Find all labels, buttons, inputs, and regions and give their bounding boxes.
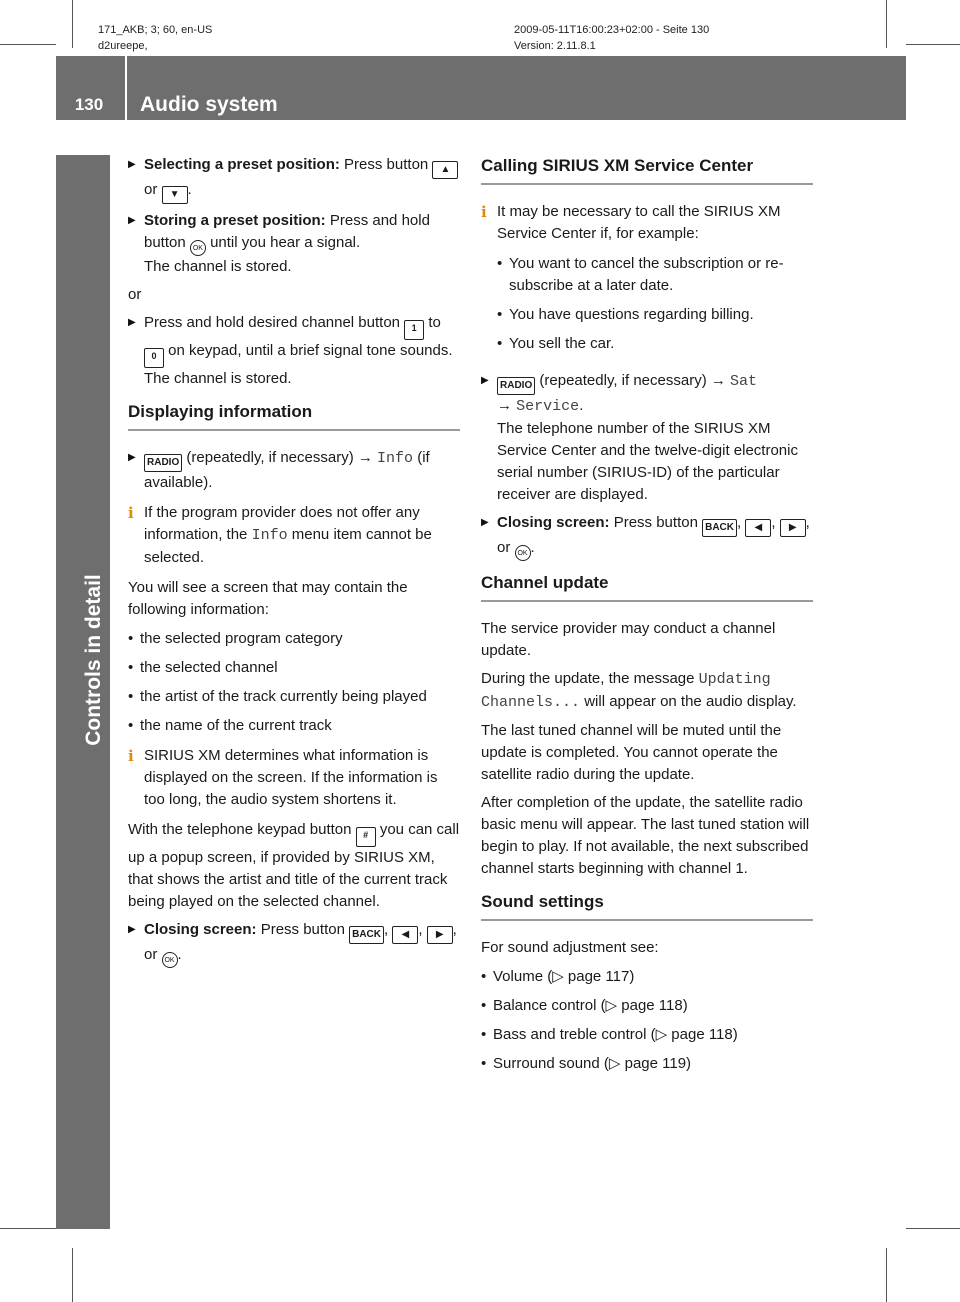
list-item: • Balance control (▷ page 118) (481, 995, 813, 1017)
list-item: • Volume (▷ page 117) (481, 966, 813, 988)
step-text: until you hear a signal. (210, 234, 361, 251)
crop-mark (886, 1248, 887, 1302)
down-button-icon: ▼ (162, 186, 188, 204)
arrow-icon: → (710, 372, 726, 389)
radio-button-icon: RADIO (144, 454, 182, 472)
step-store-preset (128, 210, 460, 278)
page-title: Audio system (140, 93, 278, 116)
list-item: • the selected channel (128, 657, 460, 679)
page-number: 130 (74, 95, 104, 114)
meta-line: 2009-05-11T16:00:23+02:00 - Seite 130 (514, 24, 710, 36)
menu-item: Info (377, 450, 414, 467)
step-info-menu (128, 447, 460, 494)
step-text: . (530, 539, 535, 556)
print-metadata-left (98, 22, 212, 54)
step-text: , (736, 514, 742, 531)
step-close-screen (128, 919, 460, 968)
left-column (128, 154, 460, 974)
step-service-menu (481, 370, 813, 506)
step-label: Closing screen: (497, 514, 610, 531)
step-text: on keypad, until a brief signal tone sounds. (168, 342, 453, 359)
left-button-icon: ◀ (392, 926, 418, 944)
display-message: Updating Channels... (481, 671, 771, 711)
step-close-screen (481, 512, 813, 561)
ok-button-icon: OK (162, 952, 178, 968)
list-item: • Surround sound (▷ page 119) (481, 1053, 813, 1075)
back-button-icon: BACK (349, 926, 384, 944)
step-text: (repeatedly, if necessary) (539, 372, 707, 389)
paragraph: You will see a screen that may contain the following information: (128, 579, 408, 618)
right-column (481, 154, 813, 1082)
step-text: , (771, 514, 776, 531)
step-label: Storing a preset position: (144, 212, 326, 229)
side-tab-text: Controls in detail (82, 574, 105, 746)
paragraph (128, 819, 460, 913)
keypad-1-icon: 1 (404, 320, 424, 340)
crop-mark (72, 0, 73, 48)
step-text: Press and hold button (144, 212, 430, 251)
step-text: Press button (613, 514, 698, 531)
up-button-icon: ▲ (432, 161, 458, 179)
meta-line: 171_AKB; 3; 60, en-US (98, 24, 213, 36)
step-text: Press button (260, 921, 345, 938)
heading-channel-update: Channel update (481, 571, 813, 602)
step-label: Closing screen: (144, 921, 257, 938)
step-result: The channel is stored. (144, 258, 292, 275)
ok-button-icon: OK (190, 240, 206, 256)
menu-item: Sat (730, 373, 758, 390)
step-text: (repeatedly, if necessary) (186, 449, 354, 466)
step-text: Press and hold desired channel button (144, 314, 401, 331)
paragraph: For sound adjustment see: (481, 939, 659, 956)
crop-mark (72, 1248, 73, 1302)
step-text: (if available). (144, 449, 430, 491)
list-item: • Bass and treble control (▷ page 118) (481, 1024, 813, 1046)
info-icon: i (481, 203, 487, 221)
arrow-icon: → (357, 449, 373, 466)
or-text: or (128, 286, 142, 303)
step-text: . (579, 397, 584, 414)
paragraph-text: you can call up a popup screen, if provided by SIRIUS XM, that shows the artist and title of the current track being played on the selected channel. (128, 821, 460, 910)
right-button-icon: ▶ (427, 926, 453, 944)
list-item: • You sell the car. (481, 333, 813, 355)
step-text: , (383, 921, 389, 938)
step-result: The telephone number of the SIRIUS XM Service Center and the twelve-digit electronic serial number (SIRIUS-ID) of the particular receiver are displayed. (497, 420, 798, 503)
note-text: SIRIUS XM determines what information is displayed on the screen. If the information is too long, the audio system shortens it. (144, 747, 438, 808)
right-button-icon: ▶ (780, 519, 806, 537)
crop-mark (906, 44, 960, 45)
note-text: It may be necessary to call the SIRIUS XM Service Center if, for example: (497, 203, 781, 242)
note-text: If the program provider does not offer any information, the (144, 504, 420, 543)
crop-mark (0, 1228, 56, 1229)
keypad-hash-icon: # (356, 827, 376, 847)
step-text: , (418, 921, 423, 938)
step-label: Selecting a preset position: (144, 156, 340, 173)
note-text: menu item cannot be selected. (144, 526, 432, 566)
list-item: • You have questions regarding billing. (481, 304, 813, 326)
heading-sirius-service: Calling SIRIUS XM Service Center (481, 154, 813, 185)
step-text: . (187, 181, 192, 198)
step-text: . (177, 946, 182, 963)
list-item: • the artist of the track currently being played (128, 686, 460, 708)
menu-item: Info (251, 527, 288, 544)
info-icon: i (128, 504, 134, 522)
info-note (128, 502, 460, 569)
print-metadata-right (514, 22, 709, 54)
paragraph (481, 668, 813, 714)
radio-button-icon: RADIO (497, 377, 535, 395)
list-item: • the selected program category (128, 628, 460, 650)
info-note (481, 201, 813, 245)
crop-mark (906, 1228, 960, 1229)
step-hold-channel (128, 312, 460, 390)
paragraph-text: During the update, the message (481, 670, 695, 687)
paragraph: The service provider may conduct a channel update. (481, 620, 776, 659)
step-select-preset (128, 154, 460, 204)
menu-item: Service (516, 398, 580, 415)
crop-mark (886, 0, 887, 48)
meta-line: Version: 2.11.8.1 (514, 40, 596, 52)
arrow-icon: → (497, 397, 512, 414)
step-result: The channel is stored. (144, 370, 292, 387)
paragraph-text: will appear on the audio display. (584, 693, 797, 710)
list-item: • the name of the current track (128, 715, 460, 737)
back-button-icon: BACK (702, 519, 737, 537)
info-icon: i (128, 747, 134, 765)
side-tab-label (74, 510, 114, 810)
meta-line: d2ureepe, (98, 40, 148, 52)
paragraph: The last tuned channel will be muted until the update is completed. You cannot operate the satellite radio during the update. (481, 722, 782, 783)
heading-sound-settings: Sound settings (481, 890, 813, 921)
list-item: • You want to cancel the subscription or re-subscribe at a later date. (481, 253, 813, 297)
step-text: , or (497, 514, 810, 556)
step-text: Press button (344, 156, 429, 173)
step-text: , or (144, 921, 457, 963)
crop-mark (0, 44, 56, 45)
left-button-icon: ◀ (745, 519, 771, 537)
heading-displaying-information: Displaying information (128, 400, 460, 431)
ok-button-icon: OK (515, 545, 531, 561)
info-note (128, 745, 460, 811)
keypad-0-icon: 0 (144, 348, 164, 368)
step-text: to (428, 314, 441, 331)
step-text: or (144, 181, 158, 198)
paragraph-text: With the telephone keypad button (128, 821, 352, 838)
paragraph: After completion of the update, the satellite radio basic menu will appear. The last tuned station will begin to play. If not available, the next subscribed channel starts beginning with channel 1. (481, 794, 810, 877)
header-separator (125, 56, 127, 120)
